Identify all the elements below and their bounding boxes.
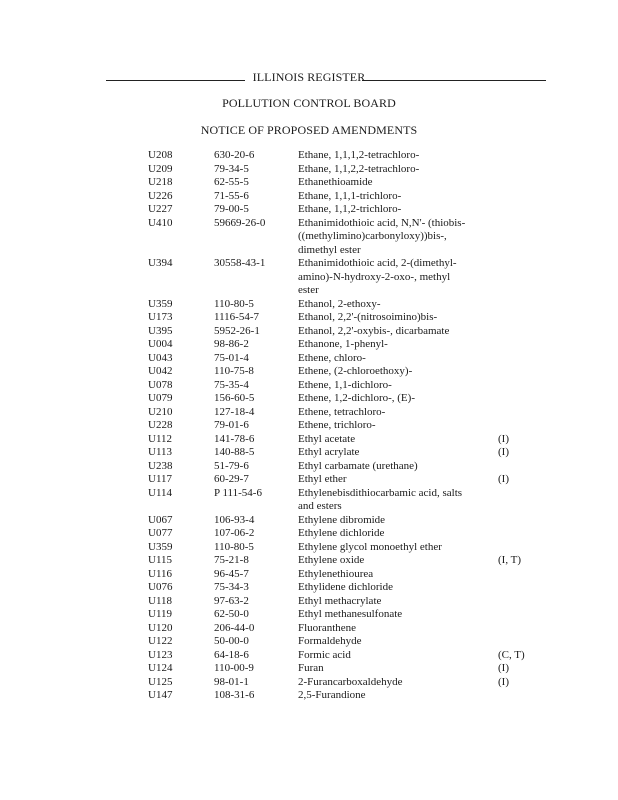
cas-number: 96-45-7: [214, 567, 249, 580]
substance-name-line: Ethyl carbamate (urethane): [298, 459, 418, 472]
substance-name-line: and esters: [298, 500, 342, 512]
waste-code: U042: [148, 365, 173, 377]
table-row: [0, 487, 618, 514]
substance-name-line: dimethyl ester: [298, 243, 361, 256]
substance-name: [298, 487, 498, 514]
substance-name-line: Ethanone, 1-phenyl-: [298, 338, 388, 350]
cas-number: 62-55-5: [214, 176, 249, 188]
table-row: [0, 595, 618, 609]
substance-name: [298, 203, 498, 217]
hazard-code: (I): [498, 446, 509, 458]
substance-name-line: Ethanol, 2-ethoxy-: [298, 297, 381, 310]
hazard-code: [498, 298, 558, 312]
table-row: [0, 149, 618, 163]
substance-name-line: Ethene, 1,1-dichloro-: [298, 378, 392, 391]
hazard-code: (I): [498, 473, 509, 485]
substance-name: [298, 419, 498, 433]
waste-code: U227: [148, 203, 173, 215]
waste-code: U226: [148, 189, 173, 202]
substance-name: [298, 527, 498, 541]
substance-name-line: Ethene, chloro-: [298, 351, 366, 364]
table-row: [0, 608, 618, 622]
hazard-code: [498, 217, 558, 258]
substance-name-line: 2-Furancarboxaldehyde: [298, 675, 403, 688]
hazard-code: (I): [498, 675, 509, 688]
cas-number: 50-00-0: [214, 635, 249, 647]
substance-name: [298, 433, 498, 447]
waste-code: U209: [148, 162, 173, 175]
substance-name: [298, 352, 498, 366]
cas-number: 79-01-6: [214, 419, 249, 431]
substance-name: [298, 365, 498, 379]
hazard-code: [498, 257, 558, 298]
table-row: [0, 689, 618, 703]
hazard-code: [498, 338, 558, 352]
substance-name-line: Ethanol, 2,2'-(nitrosoimino)bis-: [298, 311, 438, 323]
substance-name-line: Ethene, 1,2-dichloro-, (E)-: [298, 392, 415, 404]
board-title: POLLUTION CONTROL BOARD: [222, 96, 396, 110]
table-row: [0, 527, 618, 541]
substance-name: [298, 608, 498, 622]
cas-number: 110-80-5: [214, 540, 254, 553]
table-row: [0, 406, 618, 420]
waste-code: U359: [148, 540, 173, 553]
substance-name: [298, 635, 498, 649]
waste-code: U359: [148, 297, 173, 310]
waste-code: U123: [148, 648, 173, 661]
hazard-code: (I): [498, 432, 509, 445]
waste-code: U077: [148, 527, 173, 539]
cas-number: 127-18-4: [214, 405, 255, 418]
substance-name-line: Ethene, (2-chloroethoxy)-: [298, 365, 413, 377]
table-row: [0, 568, 618, 582]
cas-number: 1116-54-7: [214, 311, 260, 323]
substance-name-line: ester: [298, 284, 319, 296]
table-row: [0, 352, 618, 366]
table-row: [0, 176, 618, 190]
substance-name-line: Ethylenethiourea: [298, 567, 374, 580]
table-row: [0, 446, 618, 460]
substance-name: [298, 649, 498, 663]
substance-name: [298, 163, 498, 177]
substance-name: [298, 568, 498, 582]
table-row: [0, 338, 618, 352]
substance-name-line: Ethylene dibromide: [298, 513, 386, 526]
substance-name-line: Ethyl acrylate: [298, 446, 360, 458]
substance-name-line: Ethylenebisdithiocarbamic acid, salts: [298, 486, 463, 499]
waste-code: U076: [148, 581, 173, 593]
cas-number: 59669-26-0: [214, 216, 266, 229]
substance-name: [298, 460, 498, 474]
hazard-code: (I): [498, 662, 509, 674]
table-row: [0, 649, 618, 663]
table-row: [0, 365, 618, 379]
table-row: [0, 460, 618, 474]
substance-name: [298, 257, 498, 298]
table-row: [0, 581, 618, 595]
hazard-code: [498, 176, 558, 190]
waste-code: U394: [148, 257, 173, 269]
substance-name-line: Ethylene glycol monoethyl ether: [298, 540, 442, 553]
hazard-code: [498, 392, 558, 406]
waste-code: U118: [148, 594, 173, 607]
substance-name: [298, 446, 498, 460]
substance-name: [298, 325, 498, 339]
hazard-code: [498, 568, 558, 582]
cas-number: 51-79-6: [214, 459, 249, 472]
cas-number: 97-63-2: [214, 594, 249, 607]
substance-name: [298, 338, 498, 352]
hazard-code: [498, 190, 558, 204]
table-row: [0, 379, 618, 393]
waste-code: U113: [148, 446, 173, 458]
table-row: [0, 419, 618, 433]
table-row: [0, 392, 618, 406]
substance-name: [298, 379, 498, 393]
hazard-code: [498, 406, 558, 420]
hazard-code: (I, T): [498, 554, 522, 566]
substance-name-line: Ethane, 1,1,1,2-tetrachloro-: [298, 149, 420, 161]
hazard-code: [498, 203, 558, 217]
waste-code: U210: [148, 405, 173, 418]
table-row: [0, 325, 618, 339]
substance-name-line: Ethanimidothioic acid, 2-(dimethyl-: [298, 257, 457, 269]
substance-name: [298, 689, 498, 703]
waste-code: U238: [148, 459, 173, 472]
cas-number: 60-29-7: [214, 473, 249, 485]
hazard-code: [498, 514, 558, 528]
table-row: [0, 635, 618, 649]
substance-name: [298, 149, 498, 163]
substance-name-line: Ethane, 1,1,2,2-tetrachloro-: [298, 162, 420, 175]
substance-name: [298, 622, 498, 636]
substance-name: [298, 662, 498, 676]
cas-number: 75-01-4: [214, 351, 249, 364]
cas-number: 108-31-6: [214, 689, 255, 701]
hazard-code: [498, 527, 558, 541]
substance-name-line: Ethene, trichloro-: [298, 419, 376, 431]
waste-code: U117: [148, 473, 173, 485]
waste-code: U228: [148, 419, 173, 431]
substance-name: [298, 406, 498, 420]
hazard-code: [498, 595, 558, 609]
substance-name-line: Furan: [298, 662, 324, 674]
hazard-code: [498, 419, 558, 433]
table-row: [0, 622, 618, 636]
hazard-code: [498, 460, 558, 474]
cas-number: 75-21-8: [214, 554, 249, 566]
substance-name-line: Formaldehyde: [298, 635, 362, 647]
substance-name: [298, 190, 498, 204]
substance-name-line: Formic acid: [298, 648, 351, 661]
table-row: [0, 473, 618, 487]
cas-number: 156-60-5: [214, 392, 255, 404]
table-row: [0, 514, 618, 528]
waste-code: U395: [148, 324, 173, 337]
cas-number: 71-55-6: [214, 189, 249, 202]
waste-code: U410: [148, 216, 173, 229]
substance-name-line: Ethyl methanesulfonate: [298, 608, 403, 620]
waste-code: U208: [148, 149, 173, 161]
waste-code: U120: [148, 621, 173, 634]
table-row: [0, 298, 618, 312]
cas-number: 30558-43-1: [214, 257, 266, 269]
hazard-code: [498, 541, 558, 555]
substance-name: [298, 217, 498, 258]
cas-number: 107-06-2: [214, 527, 255, 539]
hazard-code: [498, 352, 558, 366]
waste-code: U067: [148, 513, 173, 526]
substance-name-line: Ethanol, 2,2'-oxybis-, dicarbamate: [298, 324, 450, 337]
cas-number: 98-86-2: [214, 338, 249, 350]
hazard-code: [498, 325, 558, 339]
substance-name: [298, 581, 498, 595]
waste-code: U114: [148, 486, 173, 499]
waste-code: U043: [148, 351, 173, 364]
hazard-code: [498, 689, 558, 703]
notice-title: NOTICE OF PROPOSED AMENDMENTS: [200, 123, 418, 137]
table-row: [0, 676, 618, 690]
waste-code: U147: [148, 689, 173, 701]
hazard-code: [498, 608, 558, 622]
substance-name: [298, 541, 498, 555]
waste-code: U119: [148, 608, 173, 620]
cas-number: 110-80-5: [214, 297, 254, 310]
hazard-code: [498, 487, 558, 514]
substance-name: [298, 676, 498, 690]
waste-code: U218: [148, 176, 173, 188]
cas-number: 75-35-4: [214, 378, 249, 391]
waste-code: U124: [148, 662, 173, 674]
substance-name-line: Ethanimidothioic acid, N,N'- (thiobis-: [298, 216, 466, 229]
waste-code: U115: [148, 554, 173, 566]
substance-name: [298, 176, 498, 190]
table-row: [0, 203, 618, 217]
cas-number: 106-93-4: [214, 513, 255, 526]
substance-name-line: Ethanethioamide: [298, 176, 373, 188]
substance-name-line: Ethyl methacrylate: [298, 594, 382, 607]
waste-code: U112: [148, 432, 173, 445]
table-row: [0, 554, 618, 568]
hazard-code: [498, 635, 558, 649]
waste-code: U116: [148, 567, 173, 580]
hazard-code: [498, 311, 558, 325]
cas-number: 62-50-0: [214, 608, 249, 620]
cas-number: 79-34-5: [214, 162, 249, 175]
hazardous-waste-table: [0, 149, 618, 703]
substance-name-line: Ethylidene dichloride: [298, 581, 393, 593]
substance-name-line: ((methylimino)carbonyloxy))bis-,: [298, 230, 447, 242]
waste-code: U173: [148, 311, 173, 323]
substance-name: [298, 392, 498, 406]
substance-name-line: Ethylene oxide: [298, 554, 365, 566]
table-row: [0, 190, 618, 204]
substance-name-line: Fluoranthene: [298, 621, 357, 634]
table-row: [0, 311, 618, 325]
cas-number: 98-01-1: [214, 675, 249, 688]
table-row: [0, 662, 618, 676]
cas-number: 110-00-9: [214, 662, 254, 674]
substance-name-line: Ethyl ether: [298, 473, 347, 485]
cas-number: 79-00-5: [214, 203, 249, 215]
waste-code: U079: [148, 392, 173, 404]
substance-name-line: amino)-N-hydroxy-2-oxo-, methyl: [298, 270, 451, 283]
table-row: [0, 257, 618, 298]
cas-number: 630-20-6: [214, 149, 255, 161]
substance-name-line: Ethylene dichloride: [298, 527, 385, 539]
cas-number: 5952-26-1: [214, 324, 260, 337]
cas-number: 75-34-3: [214, 581, 249, 593]
waste-code: U122: [148, 635, 173, 647]
waste-code: U078: [148, 378, 173, 391]
substance-name: [298, 595, 498, 609]
cas-number: 141-78-6: [214, 432, 255, 445]
table-row: [0, 217, 618, 258]
cas-number: 140-88-5: [214, 446, 255, 458]
waste-code: U004: [148, 338, 173, 350]
hazard-code: [498, 379, 558, 393]
cas-number: 206-44-0: [214, 621, 255, 634]
cas-number: P 111-54-6: [214, 486, 262, 499]
substance-name: [298, 298, 498, 312]
hazard-code: (C, T): [498, 648, 525, 661]
cas-number: 64-18-6: [214, 648, 249, 661]
table-row: [0, 433, 618, 447]
substance-name: [298, 514, 498, 528]
hazard-code: [498, 365, 558, 379]
register-title: ILLINOIS REGISTER: [252, 70, 366, 84]
table-row: [0, 163, 618, 177]
substance-name-line: Ethyl acetate: [298, 432, 356, 445]
hazard-code: [498, 622, 558, 636]
hazard-code: [498, 163, 558, 177]
hazard-code: [498, 581, 558, 595]
hazard-code: [498, 149, 558, 163]
substance-name-line: 2,5-Furandione: [298, 689, 366, 701]
substance-name: [298, 554, 498, 568]
substance-name: [298, 311, 498, 325]
waste-code: U125: [148, 675, 173, 688]
cas-number: 110-75-8: [214, 365, 254, 377]
substance-name-line: Ethene, tetrachloro-: [298, 405, 386, 418]
substance-name-line: Ethane, 1,1,2-trichloro-: [298, 203, 402, 215]
substance-name: [298, 473, 498, 487]
table-row: [0, 541, 618, 555]
substance-name-line: Ethane, 1,1,1-trichloro-: [298, 189, 402, 202]
